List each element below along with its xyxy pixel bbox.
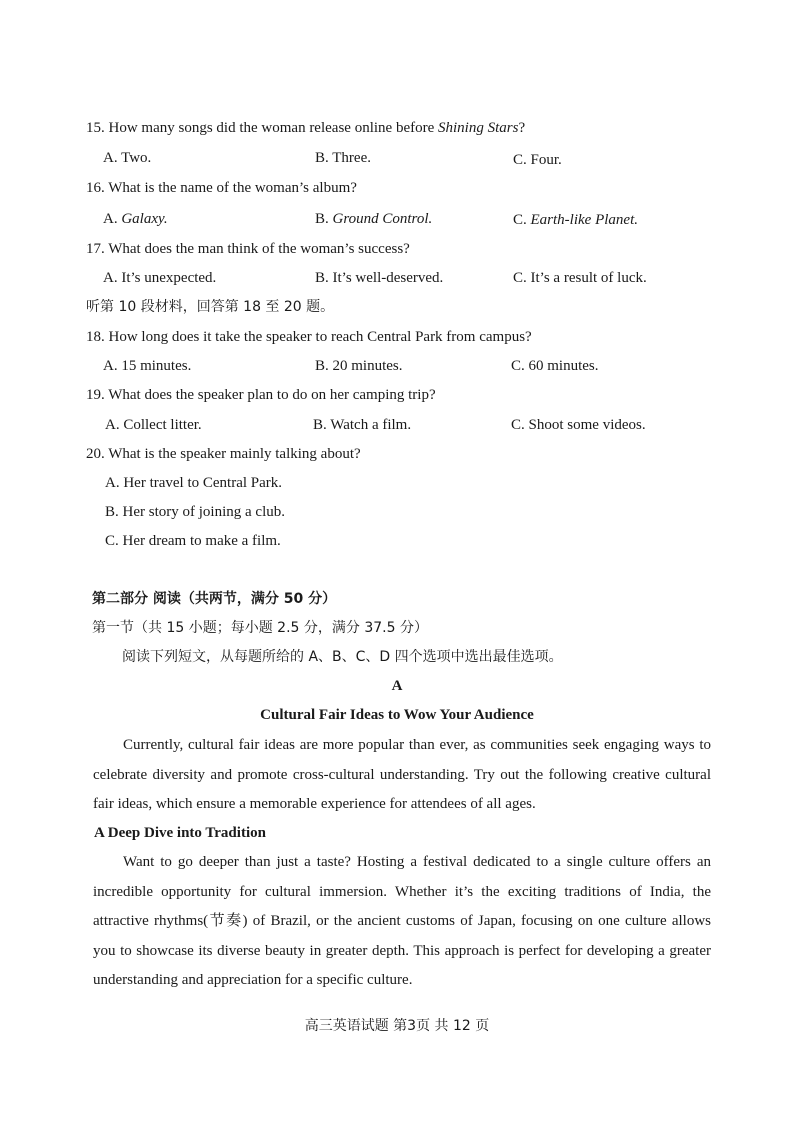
option-text: 20 minutes. bbox=[332, 358, 403, 374]
option-letter: B. bbox=[315, 270, 329, 286]
option-letter: A. bbox=[103, 211, 118, 227]
option-text: 15 minutes. bbox=[121, 358, 192, 374]
question-18-option-b bbox=[315, 359, 403, 374]
question-16-option-b bbox=[315, 212, 432, 227]
option-letter: A. bbox=[105, 475, 120, 491]
question-20-option-a bbox=[105, 476, 282, 491]
question-15-prompt-text: 15. How many songs did the woman release online before bbox=[86, 120, 438, 136]
question-17-prompt: 17. What does the man think of the woman’s success? bbox=[86, 241, 410, 257]
question-15-prompt-end: ? bbox=[518, 120, 526, 136]
option-letter: C. bbox=[513, 212, 527, 228]
option-letter: B. bbox=[315, 150, 329, 166]
option-letter: A. bbox=[103, 270, 118, 286]
question-15-option-b bbox=[315, 151, 371, 166]
option-letter: B. bbox=[105, 504, 119, 520]
option-text: Ground Control. bbox=[332, 211, 433, 227]
option-letter: B. bbox=[315, 358, 329, 374]
option-letter: C. bbox=[511, 417, 525, 433]
option-letter: C. bbox=[513, 270, 527, 286]
option-text: Collect litter. bbox=[123, 417, 202, 433]
option-letter: B. bbox=[315, 211, 329, 227]
page-footer: 高三英语试题 第3页 共 12 页 bbox=[304, 1018, 490, 1034]
option-letter: A. bbox=[103, 358, 118, 374]
option-text: It’s unexpected. bbox=[121, 270, 217, 286]
option-letter: C. bbox=[105, 533, 119, 549]
option-letter: C. bbox=[511, 358, 525, 374]
question-20-option-c bbox=[105, 534, 281, 549]
passage-paragraph-2 bbox=[93, 848, 711, 996]
question-19-option-b bbox=[313, 418, 411, 433]
part-2-heading: 第二部分 阅读（共两节，满分 50 分） bbox=[92, 591, 337, 607]
option-text: It’s well-deserved. bbox=[332, 270, 444, 286]
option-text: Four. bbox=[530, 152, 562, 168]
option-text: Watch a film. bbox=[330, 417, 412, 433]
question-16-option-c bbox=[513, 213, 638, 228]
question-19-option-c bbox=[511, 418, 646, 433]
passage-letter: A bbox=[391, 678, 403, 694]
question-19-prompt: 19. What does the speaker plan to do on her camping trip? bbox=[86, 387, 436, 403]
option-text: Her story of joining a club. bbox=[122, 504, 285, 520]
paragraph-1-text: Currently, cultural fair ideas are more popular than ever, as communities seek engaging ways to celebrate diversity and promote cross-cultural understanding. Try out the following creative cultural fair ideas, which ensure a memorable experience for attendees of all ages. bbox=[93, 737, 711, 812]
option-letter: C. bbox=[513, 152, 527, 168]
option-text: Her travel to Central Park. bbox=[123, 475, 283, 491]
paragraph-2-text: Want to go deeper than just a taste? Hosting a festival dedicated to a single culture offers an incredible opportunity for cultural immersion. Whether it’s the exciting traditions of India, the attractive rhythms(节奏) of Brazil, or the ancient customs of Japan, focusing on one culture allows you to showcase its diverse beauty in greater depth. This approach is perfect for developing a greater understanding and appreciation for a specific culture. bbox=[93, 854, 711, 988]
option-letter: A. bbox=[105, 417, 120, 433]
question-20-option-b bbox=[105, 505, 285, 520]
passage-paragraph-1 bbox=[93, 731, 711, 820]
question-17-option-b bbox=[315, 271, 443, 286]
question-15-prompt bbox=[86, 121, 525, 136]
option-letter: B. bbox=[313, 417, 327, 433]
option-text: Two. bbox=[121, 150, 152, 166]
section-1-heading: 第一节（共 15 小题；每小题 2.5 分，满分 37.5 分） bbox=[92, 620, 428, 636]
reading-instruction: 阅读下列短文，从每题所给的 A、B、C、D 四个选项中选出最佳选项。 bbox=[122, 649, 563, 665]
question-19-option-a bbox=[105, 418, 202, 433]
question-15-title-italic: Shining Stars bbox=[438, 120, 519, 136]
option-text: Galaxy. bbox=[121, 211, 168, 227]
question-18-prompt: 18. How long does it take the speaker to reach Central Park from campus? bbox=[86, 329, 532, 345]
option-text: Shoot some videos. bbox=[528, 417, 646, 433]
option-letter: A. bbox=[103, 150, 118, 166]
question-16-option-a bbox=[103, 212, 168, 227]
question-17-option-c bbox=[513, 271, 647, 286]
option-text: Her dream to make a film. bbox=[122, 533, 281, 549]
subheading-deep-dive: A Deep Dive into Tradition bbox=[94, 825, 266, 841]
listening-instruction: 听第 10 段材料，回答第 18 至 20 题。 bbox=[86, 299, 335, 315]
question-18-option-c bbox=[511, 359, 599, 374]
option-text: It’s a result of luck. bbox=[530, 270, 647, 286]
question-17-option-a bbox=[103, 271, 216, 286]
option-text: Three. bbox=[332, 150, 371, 166]
option-text: 60 minutes. bbox=[528, 358, 599, 374]
question-20-prompt: 20. What is the speaker mainly talking about? bbox=[86, 446, 361, 462]
question-15-option-c bbox=[513, 153, 562, 168]
question-16-prompt: 16. What is the name of the woman’s album? bbox=[86, 180, 357, 196]
option-text: Earth-like Planet. bbox=[530, 212, 638, 228]
question-15-option-a bbox=[103, 151, 151, 166]
passage-title: Cultural Fair Ideas to Wow Your Audience bbox=[260, 707, 534, 723]
question-18-option-a bbox=[103, 359, 191, 374]
